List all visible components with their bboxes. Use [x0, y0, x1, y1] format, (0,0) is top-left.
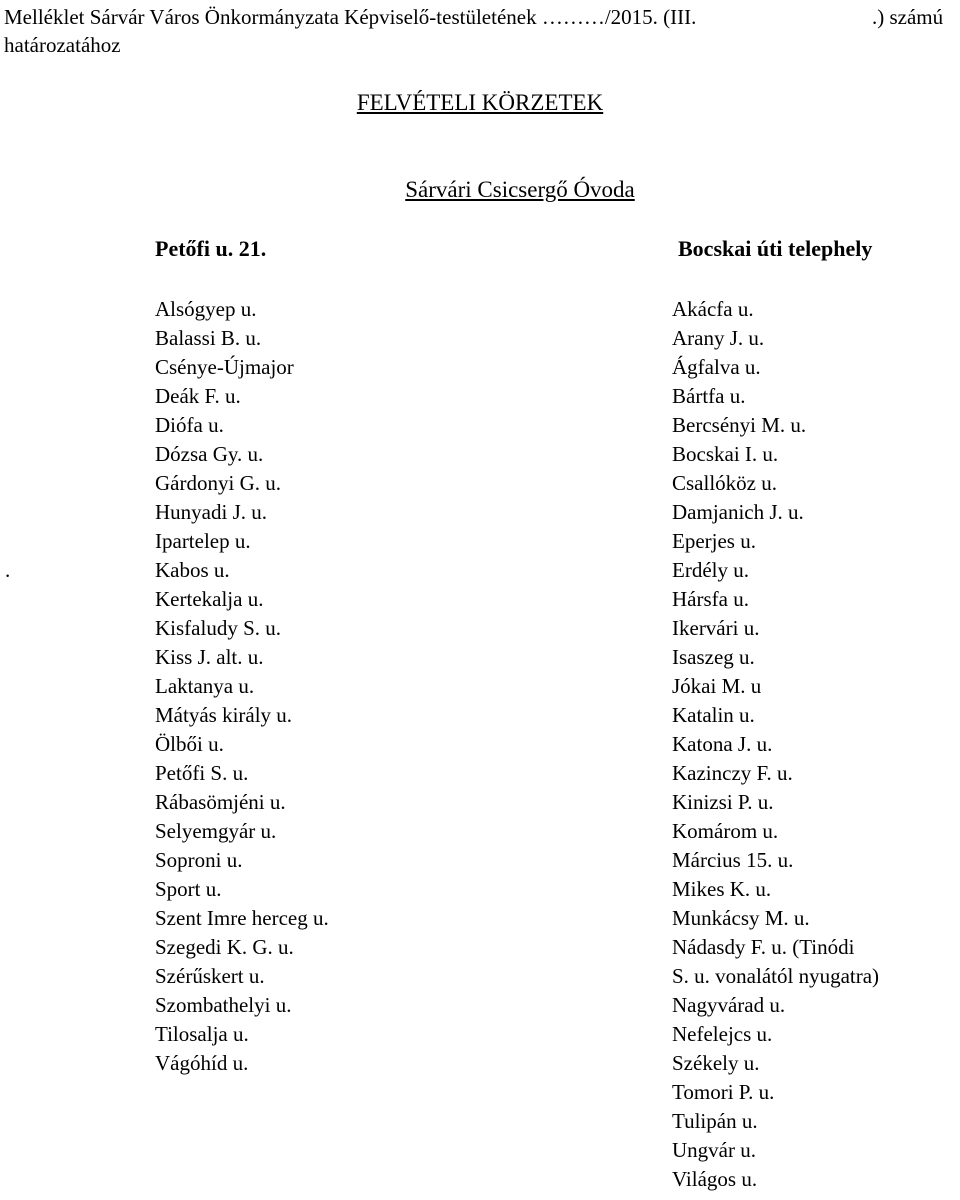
street-item: Katona J. u.: [672, 732, 773, 756]
street-item: Kabos u.: [155, 558, 230, 582]
street-item: Szérűskert u.: [155, 964, 265, 988]
street-item: Kinizsi P. u.: [672, 790, 774, 814]
header-line-1: Melléklet Sárvár Város Önkormányzata Képviselő-testületének ………/2015. (III.: [4, 5, 697, 29]
street-item: Kertekalja u.: [155, 587, 264, 611]
street-item: Nagyvárad u.: [672, 993, 786, 1017]
street-item: Arany J. u.: [672, 326, 765, 350]
street-item: Szombathelyi u.: [155, 993, 292, 1017]
street-item: Mátyás király u.: [155, 703, 293, 727]
street-item: Nefelejcs u.: [672, 1022, 773, 1046]
street-item: Dózsa Gy. u.: [155, 442, 264, 466]
stray-dot: .: [5, 558, 11, 582]
street-item: Sport u.: [155, 877, 222, 901]
street-item: Székely u.: [672, 1051, 760, 1075]
street-item: Rábasömjéni u.: [155, 790, 286, 814]
street-item: Ikervári u.: [672, 616, 760, 640]
street-item: Jókai M. u: [672, 674, 762, 698]
street-item: Mikes K. u.: [672, 877, 772, 901]
street-item: Bocskai I. u.: [672, 442, 779, 466]
school-name: Sárvári Csicsergő Óvoda: [405, 177, 635, 202]
left-column-heading: Petőfi u. 21.: [155, 236, 267, 261]
street-item: Ipartelep u.: [155, 529, 251, 553]
street-item: Ágfalva u.: [672, 355, 761, 379]
street-item: Selyemgyár u.: [155, 819, 277, 843]
street-item: Szegedi K. G. u.: [155, 935, 294, 959]
street-item: S. u. vonalától nyugatra): [672, 964, 880, 988]
street-item: Kazinczy F. u.: [672, 761, 793, 785]
street-item: Damjanich J. u.: [672, 500, 804, 524]
street-item: Hársfa u.: [672, 587, 749, 611]
street-item: Soproni u.: [155, 848, 243, 872]
right-street-list: [672, 295, 879, 1194]
right-column-heading: Bocskai úti telephely: [678, 236, 873, 261]
street-item: Petőfi S. u.: [155, 761, 249, 785]
street-item: Ölbői u.: [155, 732, 224, 756]
street-item: Tomori P. u.: [672, 1080, 775, 1104]
document-title: FELVÉTELI KÖRZETEK: [356, 90, 604, 115]
street-item: Katalin u.: [672, 703, 755, 727]
street-item: Szent Imre herceg u.: [155, 906, 329, 930]
street-item: Kiss J. alt. u.: [155, 645, 264, 669]
street-item: Erdély u.: [672, 558, 749, 582]
header-line-1-suffix: .) számú: [872, 5, 944, 29]
street-item: Kisfaludy S. u.: [155, 616, 281, 640]
street-item: Csénye-Újmajor: [155, 355, 294, 379]
street-item: Balassi B. u.: [155, 326, 262, 350]
street-item: Bercsényi M. u.: [672, 413, 807, 437]
street-item: Vágóhíd u.: [155, 1051, 249, 1075]
street-item: Eperjes u.: [672, 529, 756, 553]
street-item: Tulipán u.: [672, 1109, 758, 1133]
left-street-list: [155, 295, 329, 1078]
street-item: Hunyadi J. u.: [155, 500, 267, 524]
street-item: Ungvár u.: [672, 1138, 756, 1162]
street-item: Munkácsy M. u.: [672, 906, 810, 930]
street-item: Világos u.: [672, 1167, 758, 1191]
street-item: Március 15. u.: [672, 848, 794, 872]
street-item: Csallóköz u.: [672, 471, 777, 495]
street-item: Diófa u.: [155, 413, 224, 437]
street-item: Nádasdy F. u. (Tinódi: [672, 935, 855, 959]
street-item: Bártfa u.: [672, 384, 746, 408]
street-item: Gárdonyi G. u.: [155, 471, 281, 495]
street-item: Deák F. u.: [155, 384, 241, 408]
street-item: Akácfa u.: [672, 297, 754, 321]
header-line-2: határozatához: [4, 33, 121, 57]
street-item: Alsógyep u.: [155, 297, 257, 321]
street-item: Isaszeg u.: [672, 645, 755, 669]
street-item: Laktanya u.: [155, 674, 255, 698]
street-item: Tilosalja u.: [155, 1022, 249, 1046]
street-item: Komárom u.: [672, 819, 779, 843]
